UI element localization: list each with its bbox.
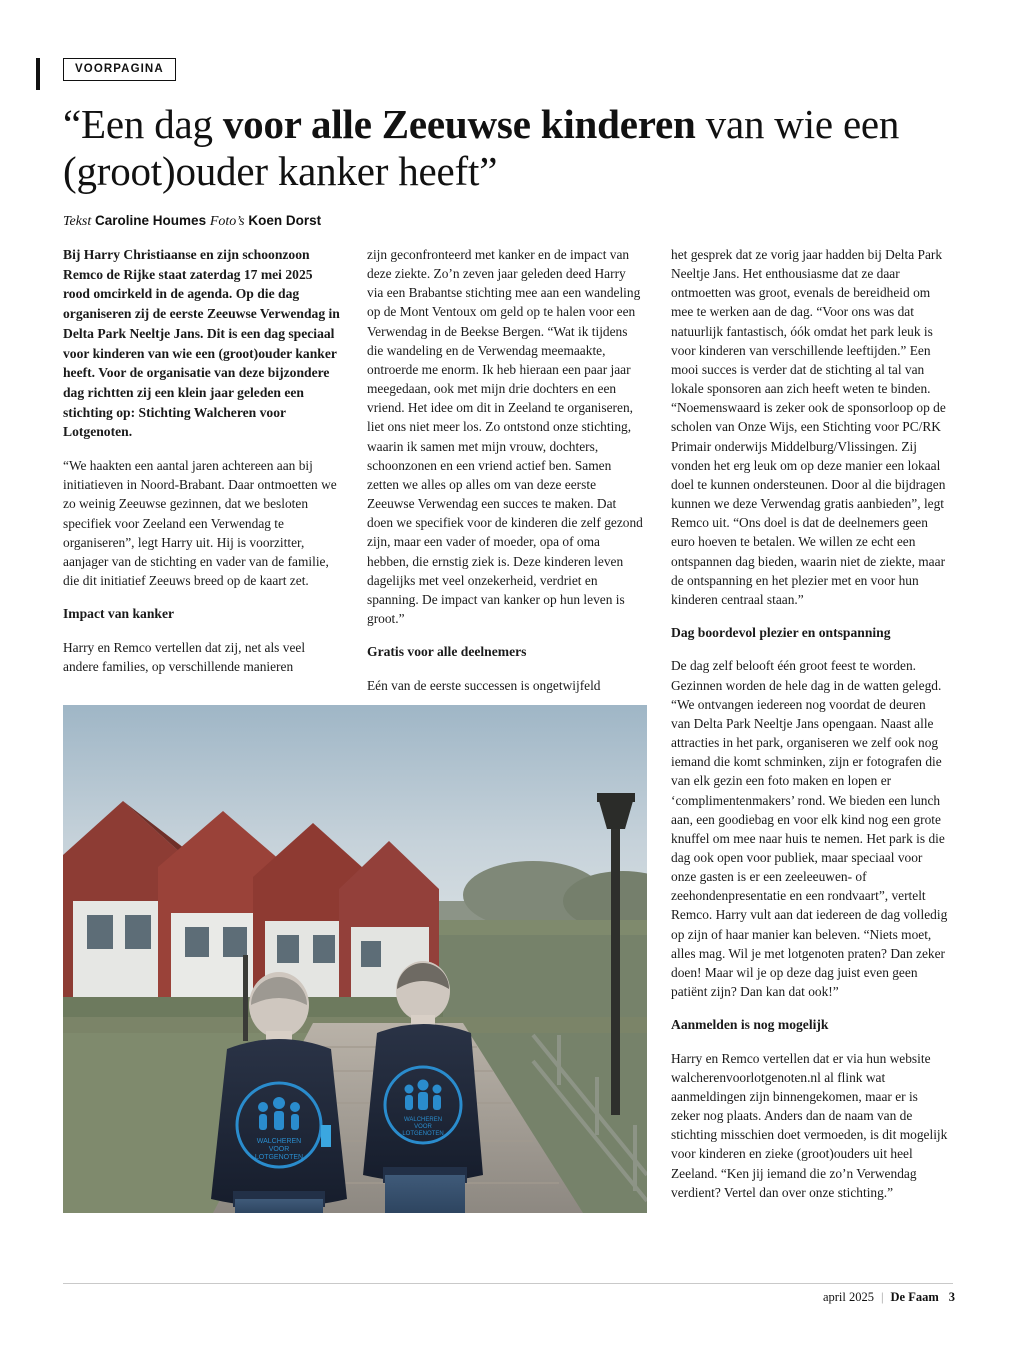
headline-part-2: van wie een (groot)ouder kanker heeft” [63,100,900,195]
col3-paragraph-1: het gesprek dat ze vorig jaar hadden bij Delta Park Neeltje Jans. Het enthousiasme dat ze daar ontmoetten was groot, evenals de bereidheid om mee te werken aan de dag. “Voor ons was dat natuurlijk fantastisch, óók omdat het park leuk is voor kinderen van verschillende leeftijden.” Een mooi succes is verder dat de stichting al tal van lokale sponsoren aan zich heeft weten te binden. “Noemenswaard is zeker ook de sponsorloop op de scholen van Onze Wijs, een Stichting voor PC/RK Primair onderwijs Middelburg/Vlissingen. Zij vonden het erg leuk om op deze manier een lokaal doel te kunnen ondersteunen. Door al die bijdragen kunnen we deze Verwendag gratis aanbieden”, legt Remco uit. “Ons doel is dat de deelnemers geen euro hoeven te betalen. We willen ze echt een ontspannen dag bieden, waarin niet de ziekte, maar de ontspanning en het plezier met en voor hun kinderen centraal staan.” [671,247,946,607]
headline-bold: voor alle Zeeuwse kinderen [222,100,696,147]
col3-paragraph-3: Harry en Remco vertellen dat er via hun website walcherenvoorlotgenoten.nl al flink wat aanmeldingen zijn binnengekomen, maar er is zeker nog plaats. Anders dan de naam van de stichting misschien doet vermoeden, is dit mogelijk voor kinderen en zieke (groot)ouders uit heel Zeeland. “Ken jij iemand die zo’n Verwendag verdient? Vertel dan over onze stichting.” [671,1050,948,1200]
svg-text:VOOR: VOOR [268,1146,290,1153]
byline-foto-label: Foto’s [209,213,245,229]
byline [63,213,953,230]
col2-paragraph-2: Eén van de eerste successen is ongetwijfeld [367,677,601,693]
column-1 [63,245,340,690]
col1-subheading: Impact van kanker [63,606,175,622]
article-photo [63,705,647,1213]
photo-illustration [63,705,647,1213]
page-title [63,101,943,196]
col2-paragraph-1: zijn geconfronteerd met kanker en de impact van deze ziekte. Zo’n zeven jaar geleden deed Harry via een Brabantse stichting mee aan een wandeling op de Mont Ventoux om geld op te halen voor een Verwendag in de Beekse Bergen. “Wat ik tijdens die wandeling en de Verwendag meemaakte, ontroerde me enorm. Ik heb hieraan een paar jaar meegedaan, ook met mijn drie dochters en een vriend. Het idee om dit in Zeeland te organiseren, liet ons niet meer los. Zo ontstond onze stichting, waarin ik samen met mijn vrouw, dochters, schoonzonen en een vriend actief ben. Samen zetten we alles op alles om van deze eerste Zeeuwse Verwendag een succes te maken. Dat doen we specifiek voor de kinderen die zelf gezond zijn, maar een vader of moeder, opa of oma hebben, die ernstig ziek is. Deze kinderen leven dagelijks met veel onzekerheid, verdriet en spanning. De impact van kanker op hun leven is groot.” [367,247,643,626]
svg-text:LOTGENOTEN: LOTGENOTEN [402,1131,444,1137]
byline-tekst-label: Tekst [63,213,92,229]
col3-subheading-2: Aanmelden is nog mogelijk [671,1017,829,1033]
footer-page-number: 3 [948,1290,955,1304]
footer-divider [63,1283,953,1284]
col3-subheading-1: Dag boordevol plezier en ontspanning [671,624,891,640]
lead-paragraph: Bij Harry Christiaanse en zijn schoonzoon Remco de Rijke staat zaterdag 17 mei 2025 rood omcirkeld in de agenda. Op die dag organiseren zij de eerste Zeeuwse Verwendag in Delta Park Neeltje Jans. Dit is een dag speciaal voor kinderen van wie een (groot)ouder kanker heeft. Voor de organisatie van deze bijzondere dag richtten zij een klein jaar geleden een stichting op: Stichting Walcheren voor Lotgenoten. [63,247,340,440]
svg-text:VOOR: VOOR [414,1124,432,1130]
footer-separator: | [880,1290,884,1304]
svg-text:WALCHEREN: WALCHEREN [256,1138,302,1145]
page-footer [823,1290,955,1305]
svg-text:LOTGENOTEN: LOTGENOTEN [254,1154,304,1161]
headline-part-1: “Een dag [63,100,223,147]
page-left-rule [36,58,40,90]
byline-photographer: Koen Dorst [248,212,322,228]
col3-paragraph-2: De dag zelf belooft één groot feest te worden. Gezinnen worden de hele dag in de watten gelegd. “We ontvangen iedereen nog voordat de deuren van Delta Park Neeltje Jans opengaan. Naast alle attracties in het park, organiseren we zelf ook nog iemand die komt schminken, zijn er fotografen die van elk gezin een foto maken en lopen er ‘complimentenmakers’ rond. We bieden een lunch aan, een goodiebag en voor elk kind nog een grote knuffel om mee naar huis te nemen. Het park is die dag ook open voor publiek, maar speciaal voor onze gasten is er een zeeleeuwen- of zeehondenpresentatie en een rondvaart”, vertelt Remco. Harry vult aan dat iedereen de dag volledig op zijn of haar manier kan beleven. “Niets moet, alles mag. Wil je met lotgenoten praten? Dan zeker doen! Maar wil je op deze dag juist even geen patiënt zijn? Dan kan dat ook!” [671,658,948,1000]
col1-paragraph-1: “We haakten een aantal jaren achtereen aan bij initiatieven in Noord-Brabant. Daar ontmoetten we zo weinig Zeeuwse gezinnen, dat we besloten specifiek voor Zeeland een Verwendag te organiseren”, legt Harry uit. Hij is voorzitter, aanjager van de stichting en vader van de familie, die dit initiatief Zeeuws breed op de kaart zet. [63,458,337,588]
svg-text:WALCHEREN: WALCHEREN [403,1117,443,1123]
footer-brand: De Faam [890,1290,939,1304]
byline-author: Caroline Houmes [95,212,207,228]
article-header [63,58,953,230]
col1-paragraph-2: Harry en Remco vertellen dat zij, net als veel andere families, op verschillende manieren [63,639,306,674]
column-2 [367,245,644,709]
footer-date: april 2025 [822,1290,874,1304]
col2-subheading: Gratis voor alle deelnemers [367,644,527,660]
section-kicker: VOORPAGINA [63,58,176,81]
column-3 [671,245,948,1216]
